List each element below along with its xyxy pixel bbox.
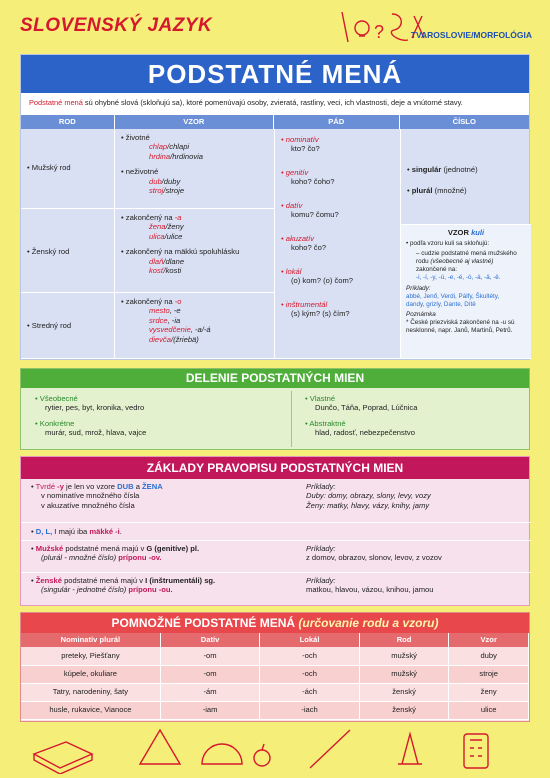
compass-icon xyxy=(398,734,422,764)
noun-division-title: DELENIE PODSTATNÝCH MIEN xyxy=(21,369,529,388)
noun-division-section xyxy=(20,368,530,450)
pad-item: • nominatív kto? čo? xyxy=(281,135,394,154)
page-title: SLOVENSKÝ JAZYK xyxy=(20,15,213,36)
table-row: pretеky, Piešťany -om -och mužský duby xyxy=(21,647,529,665)
nouns-section xyxy=(20,54,530,360)
th-lokal: Lokál xyxy=(260,633,359,647)
division-left: • Všeobecné rytier, pes, byt, kronika, vedro • Konkrétne murár, sud, mrož, hlava, vajce xyxy=(35,394,275,438)
question-icon: ? xyxy=(374,22,385,42)
vzor-neut: • zakončený na -o mesto, -e srdce, -ia vysvedčenie, -a/-á dievča/(žriebä) xyxy=(115,293,275,359)
table-row: husle, rukavice, Vianoce -iam -iach ženský ulice xyxy=(21,701,529,719)
th-vzor: Vzor xyxy=(449,633,529,647)
spelling-rule-3: • Mužské podstatné mená majú v G (genitíve) pl. (plurál - množné číslo) príponu -ov. Príklady: z domov, obrazov, slonov, levov, z vozov xyxy=(21,541,531,573)
ruler-icon xyxy=(140,730,180,764)
col-pad: PÁD xyxy=(274,115,400,129)
rod-neut: • Stredný rod xyxy=(21,293,115,359)
pen-icon xyxy=(310,730,350,768)
bulb-icon xyxy=(355,21,369,35)
spelling-rule-4: • Ženské podstatné mená majú v I (inštrumentáli) sg. (singulár - jednotné číslo) príponu -ou. Príklady: matkou, hlavou, vázou, knihou, jamou xyxy=(21,573,531,605)
col-vzor: VZOR xyxy=(115,115,274,129)
kuli-box: VZOR kuli • podľa vzoru kuli sa skloňujú: – cudzie podstatné mená mužského rodu (všeobecné aj vlastné) zakončené na: -i, -í, -y, -ú, -e, -é, -ó, -á, -ä, -ě. Príklady: abbé, Jenő, Verdi, Pálfy, Škultéty, dandy, grizly, Dante, Dítě Poznámka * České priezviská zakončené na -u sú nesklonné, napr. Janů, Martinů, Petrů. xyxy=(401,225,531,359)
nouns-title: PODSTATNÉ MENÁ xyxy=(21,55,529,93)
th-nominativ: Nominatív plurál xyxy=(21,633,160,647)
table-row: kúpele, okuliare -om -och mužský stroje xyxy=(21,665,529,683)
th-rod: Rod xyxy=(359,633,449,647)
nouns-table-header xyxy=(21,115,529,129)
col-rod: ROD xyxy=(21,115,115,129)
vzor-masc: • životné chlap/chlapi hrdina/hrdinovia • neživotné dub/duby stroj/stroje xyxy=(115,129,275,209)
book-icon xyxy=(34,742,92,774)
spelling-title: ZÁKLADY PRAVOPISU PODSTATNÝCH MIEN xyxy=(21,457,529,479)
apple-icon xyxy=(254,750,270,766)
page-subtitle: TVAROSLOVIE/MORFOLÓGIA xyxy=(410,30,532,40)
pad-item: • datív komu? čomu? xyxy=(281,201,394,220)
plural-nouns-table xyxy=(21,633,529,720)
cislo-cell: • singulár (jednotné) • plurál (množné) xyxy=(401,129,531,225)
th-dativ: Datív xyxy=(160,633,259,647)
pad-item: • akuzatív koho? čo? xyxy=(281,234,394,253)
pad-list xyxy=(275,129,401,359)
plural-nouns-title: POMNOŽNÉ PODSTATNÉ MENÁ (určovanie rodu a vzoru) xyxy=(21,613,529,633)
table-row: Tatry, narodeniny, šaty -ám -ách ženský ženy xyxy=(21,683,529,701)
pad-item: • inštrumentál (s) kým? (s) čím? xyxy=(281,300,394,319)
spelling-rule-2: • D, L, I majú iba mäkké -i. xyxy=(21,523,531,541)
plural-nouns-section xyxy=(20,612,530,722)
vzor-fem: • zakončený na -a žena/ženy ulica/ulice • zakončený na mäkkú spoluhlásku dlaň/dlane kosť/kosti xyxy=(115,209,275,293)
pad-item: • lokál (o) kom? (o) čom? xyxy=(281,267,394,286)
rod-masc: • Mužský rod xyxy=(21,129,115,209)
division-right: • Vlastné Dunčo, Táňa, Poprad, Lúčnica • Abstraktné hlad, radosť, nebezpečenstvo xyxy=(305,394,545,438)
pad-item: • genitív koho? čoho? xyxy=(281,168,394,187)
col-cislo: ČÍSLO xyxy=(452,117,476,126)
spelling-section xyxy=(20,456,530,606)
nouns-table-body xyxy=(21,129,529,359)
pencil-icon xyxy=(342,12,348,42)
spelling-rule-1: • Tvrdé -y je len vo vzore DUB a ŽENA v nominatíve množného čísla v akuzatíve množného čísla Príklady: Duby: domy, obrazy, slony, levy, vozy Ženy: matky, hlavy, vázy, knihy, jamy xyxy=(21,479,531,523)
calculator-icon xyxy=(464,734,488,768)
rod-fem: • Ženský rod xyxy=(21,209,115,293)
scribble-icon xyxy=(391,14,408,40)
nouns-intro: Podstatné mená sú ohybné slová (skloňujú sa), ktoré pomenúvajú osoby, zvieratá, rastliny, veci, ich vlastnosti, deje a vnútorné stavy. xyxy=(29,98,463,107)
doodle-icons xyxy=(338,8,430,48)
bottom-doodle-icons xyxy=(30,724,530,774)
protractor-icon xyxy=(202,744,242,764)
